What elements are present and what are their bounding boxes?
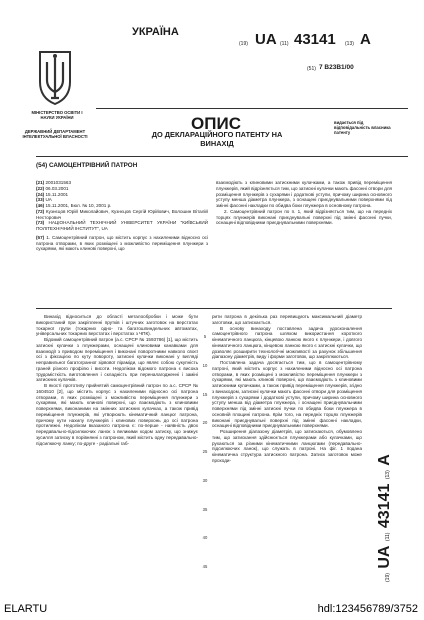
document-title: ОПИС	[191, 114, 241, 133]
description-paragraph: Поставлена задача досягається тим, що в самоцентрівному патроні, який містить корпус з нахиленими відносно осі патрона отворами, в яких розміщені з можливістю переміщення плунжери з сухарями, які мають клинові поверхні, що взаємодіють з клиновими затискними кулачками, а також привід переміщення плунжерів, згідно з винаходом, затискні кулачки мають фасонні отвори для розміщення плунжерів з сухарями і додаткові уступи, причому ширина основного уступу менша від діаметра плунжера, і оснащені приєднувальними поверхнями під змінні затискні пучки по обидва боки плунжера в основній площині патрона. Крім того, на передніх торцях плунжерів виконані приєднувальні поверхні під змінні фасонні накладки, оснащені відповідними приєднувальними поверхнями.	[212, 360, 362, 429]
biblio-46: (46) 15.11.2001, Бюл. № 10, 2001 р.	[36, 203, 112, 208]
section-rule	[36, 308, 392, 309]
patent-page	[14, 8, 410, 598]
claim-1-continued: взаємодіють з клиновими затискними кулачками, а також привід переміщення плунжерів, який відрізняється тим, що затискні кулачки мають фасонні отвори для розміщення плунжерів з сухарями і додатковi уступи, причому ширина основного уступу менша діаметра плунжера, з оснащені приєднувальними поверхнями під змінні фасонні накладки по обидва боки плунжера в основному патрона.	[216, 180, 392, 208]
ipc-class: 7 B23B1/00	[319, 64, 354, 71]
claims-column	[216, 180, 392, 226]
kind-code: A	[360, 31, 371, 48]
department-label: ДЕРЖАВНИЙ ДЕПАРТАМЕНТ ІНТЕЛЕКТУАЛЬНОЇ ВЛАСНОСТІ	[22, 129, 88, 140]
biblio-21: (21) 2001031563	[36, 180, 72, 185]
description-paragraph: Відомий самоцентрівний патрон (а.с. СРСР № 1593786) [1], що містить затискні кулачки з плунжерами, оснащені клиновими канавками для взаємодії з приводом переміщення і виконані поворотними навколо своєї осі з фіксацією по куту повороту, затискні кулачки виконані у вигляді неправильної багатогранної зірвової піраміди, що являє собою сукупність граней різного профілю і висоти. Недоліком відомого патрона є висока трудомісткість виготовлення і складність при переналагодженні і заміні затискних кулачків.	[36, 337, 198, 383]
biblio-24: (24) 15.11.2001	[36, 191, 69, 197]
patent-number: 43141	[294, 31, 336, 48]
coat-of-arms-icon	[36, 48, 74, 106]
footer-handle: hdl:123456789/3752	[317, 603, 418, 615]
description-paragraph: В основу винаходу поставлена задача удосконалення самоцентрівного патрона шляхом використання короткого кінематичного ланцюга, кінцевою ланкою якого є плунжери, і довгого кінематичного ланцюга, кінцевою ланкою якого є затискні кулачки, що дозволяє розширити технологічні можливості за рахунок збільшення діапазону діаметрів, виду і форми заготовок, що закріплюються.	[212, 325, 362, 360]
description-paragraph: рити патрона в декілька раз перевищують максимальний діаметр заготовки, що затискається.	[212, 314, 362, 325]
code-51: (51)	[307, 66, 316, 72]
code-11: (11)	[280, 41, 289, 47]
ministry-label: МІНІСТЕРСТВО ОСВІТИ І НАУКИ УКРАЇНИ	[31, 110, 83, 121]
footer-source: ELARTU	[4, 603, 48, 615]
country-name: УКРАЇНА	[132, 26, 179, 38]
description-paragraph: Розширення діапазону діаметрів, що затискаються, обумовлено тим, що затискання здійснюється плунжерами або кулачками, що рухаються за різними кінематичними ланцюгами (передавально-підсилюючих ланок), що служать в патроні. На фіг. 1 подана кінематична структура затискного патрона. Затиск заготовок може проходи-	[212, 429, 362, 463]
code-13: (13)	[345, 41, 354, 47]
document-subtitle: ДО ДЕКЛАРАЦІЙНОГО ПАТЕНТУ НА ВИНАХІД	[151, 130, 283, 148]
header-rule	[96, 108, 408, 109]
biblio-33: (33) UA	[36, 197, 52, 203]
invention-title: (54) САМОЦЕНТРІВНИЙ ПАТРОН	[36, 162, 138, 169]
footer-bar	[0, 599, 424, 620]
description-paragraph: Винахід відноситься до області металообробки і може бути використаний при закріпленні прутків і штучних заготовок на верстатах токарної групи (токарних одно- та багатошпиндельних автоматах, універсальних токарних верстатах і верстатах з ЧПК).	[36, 314, 198, 337]
responsibility-note: видається під відповідальність власника патенту	[334, 120, 391, 136]
biblio-73: (73) НАЦІОНАЛЬНИЙ ТЕХНІЧНИЙ УНІВЕРСИТЕТ УКРАЇНИ "КИЇВСЬКИЙ ПОЛІТЕХНІЧНИЙ ІНСТИТУТ", UA	[36, 220, 209, 231]
title-rule	[36, 156, 408, 157]
country-code: UA	[255, 31, 277, 48]
biblio-72: (72) Кузнєцов Юрій Миколайович, Кузнєцов Сергій Юрійович, Волошин Віталій Несторович	[36, 208, 209, 220]
description-paragraph: В якості прототипу прийнятий самоцентрівний патрон по а.с. СРСР № 1604510 [2], що містить корпус з нахиленими відносно осі патрона отворами, в яких розміщені з можливістю переміщення плунжери з сухарями, які мають клинові поверхні, що взаємодіють з клиновими поверхнями, виконаними на змінних затискних кулачках, а також привід переміщення плунжерів, які утворюють кінематичний ланцюг патрона, причому кути нахилу плунжерів і клинових поверхонь до осі патрона протилежні. Недоліком вказаного патрона є: по-перше - наявність двох передавально-підсилюючих ланок з великими кодом затиску, що знижує зусилля затиску в порівнянні з патроном, який містить одну передавально-підсилюючу ланку; по-друге - радіальні габ-	[36, 383, 198, 446]
biblio-22: (22) 06.03.2001	[36, 185, 69, 191]
description-right-column	[212, 314, 362, 464]
code-19: (19)	[239, 41, 248, 47]
biblio-57: (57) 1. Самоцентрівний патрон, що містить корпус з нахиленими відносно осі патрона отворами, в яких розміщені з можливістю переміщення плунжери з сухарями, які мають клинові поверхні, що	[36, 234, 208, 252]
line-number-gutter: 5 10 15 20 25 30 35 40 45	[202, 334, 208, 569]
claim-2: 2. Самоцентрівний патрон по п. 1, який відрізняється тим, що на передніх торцях плунжерів виконані приєднувальні поверхні під змінні фасонні пучки, оснащені відповідними приєднувальними поверхнями.	[216, 208, 392, 226]
vertical-patent-code: (19) UA (11) 43141 (13) A	[376, 454, 393, 582]
description-left-column	[36, 314, 198, 446]
bibliographic-data	[36, 180, 208, 252]
